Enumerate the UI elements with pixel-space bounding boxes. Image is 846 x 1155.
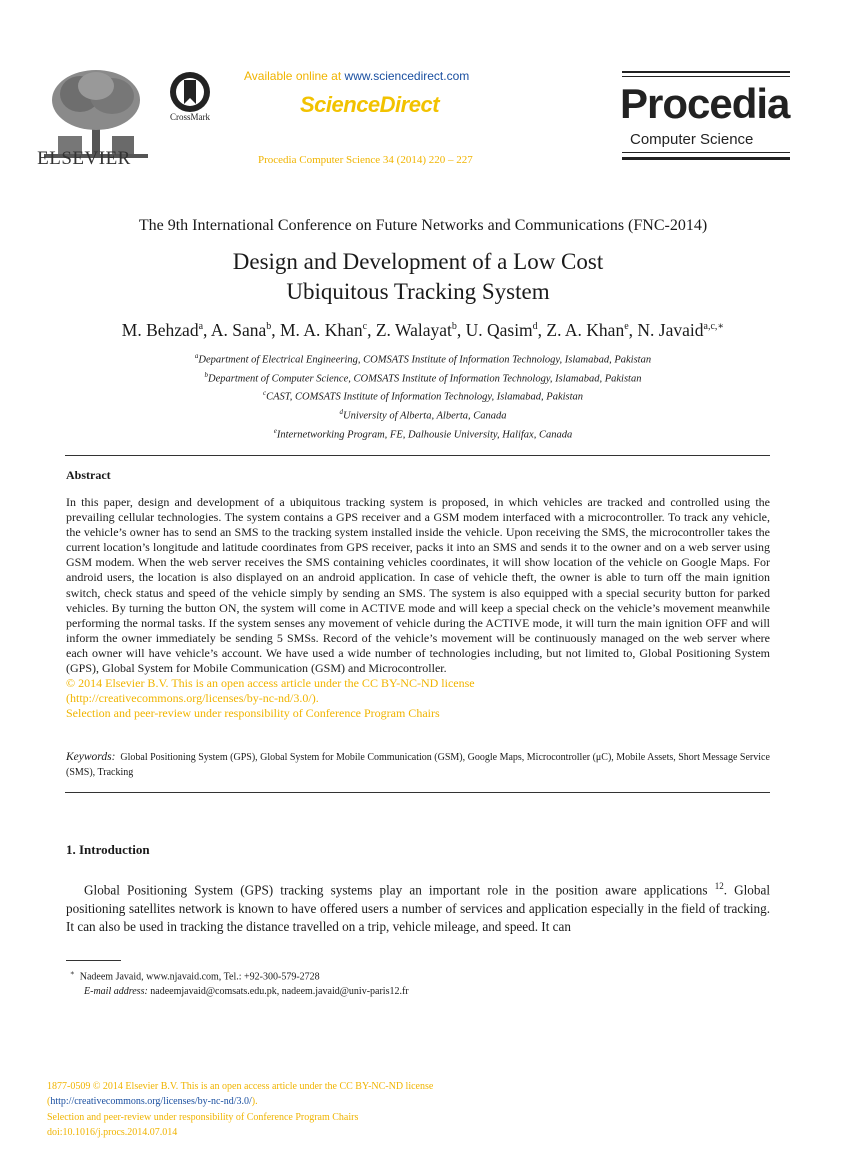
- title-line-2: Ubiquitous Tracking System: [286, 279, 550, 304]
- affiliation-mark: c: [262, 389, 267, 398]
- procedia-rule: [622, 76, 790, 77]
- abstract-heading: Abstract: [66, 468, 111, 482]
- intro-text: Global Positioning System (GPS) tracking systems play an important role in the position aware applications: [84, 882, 708, 898]
- author-separator: ,: [628, 320, 638, 340]
- affiliation-text: CAST, COMSATS Institute of Information Technology, Islamabad, Pakistan: [266, 391, 584, 403]
- footnote-contact: Nadeem Javaid, www.njavaid.com, Tel.: +92-300-579-2728: [79, 971, 320, 983]
- author-list: [0, 320, 846, 341]
- license-url[interactable]: http://creativecommons.org/licenses/by-nc-nd/3.0/: [50, 1096, 252, 1108]
- author-separator: ,: [203, 320, 211, 340]
- affiliation-mark: d: [339, 408, 343, 417]
- author-name: Z. Walayat: [375, 320, 452, 340]
- doi-line[interactable]: doi:10.1016/j.procs.2014.07.014: [47, 1126, 178, 1138]
- section-heading-introduction: 1. Introduction: [66, 842, 150, 857]
- author-affiliation-mark: e: [624, 321, 629, 333]
- sciencedirect-link[interactable]: www.sciencedirect.com: [344, 69, 470, 83]
- affiliation-line: [0, 386, 846, 405]
- abstract-text: In this paper, design and development of a ubiquitous tracking system is proposed, in which vehicles are tracked and controlled using the prevailing cellular technologies. The system contains a GPS receiver and a GSM modem interfaced with a microcontroller. To track any vehicle, the vehicle’s owner has to send an SMS to the tracking system installed inside the vehicle. Upon receiving the SMS, the microcontroller takes the current location’s longitude and latitude coordinates from GPS receiver, packs it into an SMS and sends it to the owner and on a web server using GSM modem. When the web server receives the SMS containing vehicles coordinates, it will show location of the vehicle on Google Maps. For android users, the location is also displayed on an android application. In case of vehicle theft, the owner is able to turn off the main ignition switch, check status and speed of the vehicle simply by sending an SMS. The system is also equipped with a special security button for parked vehicles. By turning the button ON, the system will come in ACTIVE mode and will keep a special check on the vehicle’s movement meanwhile performing the normal tasks. If the system senses any movement of vehicle during the ACTIVE mode, it will turn the main ignition OFF and will inform the owner immediately be sending 5 SMSs. Record of the vehicle’s movement will be continuously managed on the web server where each owner will have vehicle’s account. We have used a wide number of technologies including, but not limited to, Global Positioning System (GPS), Global System for Mobile Communication (GSM) and Microcontroller.: [66, 495, 770, 676]
- affiliation-mark: b: [204, 370, 208, 379]
- author-affiliation-mark: b: [266, 321, 272, 333]
- procedia-rule: [622, 71, 790, 73]
- affiliation-text: Department of Computer Science, COMSATS Institute of Information Technology, Islamabad, Pakistan: [208, 373, 642, 385]
- footnote-rule: [66, 960, 121, 961]
- author-separator: ,: [537, 320, 547, 340]
- sciencedirect-logo: ScienceDirect: [300, 92, 440, 117]
- corresponding-author-footnote: [70, 966, 409, 999]
- available-online-line: Available online at www.sciencedirect.com: [244, 69, 470, 83]
- keywords-list: Global Positioning System (GPS), Global System for Mobile Communication (GSM), Google Maps, Microcontroller (μC), Mobile Assets, Short Message Service (SMS), Tracking: [66, 752, 770, 778]
- author-affiliation-mark: d: [532, 321, 538, 333]
- elsevier-wordmark: ELSEVIER: [37, 148, 131, 169]
- affiliation-line: [0, 349, 846, 368]
- peer-review-line: Selection and peer-review under responsibility of Conference Program Chairs: [47, 1111, 359, 1123]
- author-name: M. Behzad: [121, 320, 199, 340]
- affiliation-text: Internetworking Program, FE, Dalhousie University, Halifax, Canada: [276, 429, 573, 441]
- abstract-body: [66, 495, 770, 721]
- crossmark-label: CrossMark: [170, 112, 210, 122]
- procedia-title: Procedia: [620, 80, 790, 127]
- issn-license-line: 1877-0509 © 2014 Elsevier B.V. This is an open access article under the CC BY-NC-ND license: [47, 1081, 434, 1092]
- affiliation-mark: e: [273, 426, 277, 435]
- license-line-3: Selection and peer-review under responsibility of Conference Program Chairs: [66, 706, 440, 721]
- author-affiliation-mark: a: [198, 321, 204, 333]
- author-name: M. A. Khan: [279, 320, 363, 340]
- keywords-label: Keywords:: [66, 751, 116, 763]
- conference-name: The 9th International Conference on Future Networks and Communications (FNC-2014): [138, 217, 708, 234]
- author-affiliation-mark: a,c,∗: [703, 321, 725, 333]
- affiliation-text: Department of Electrical Engineering, COMSATS Institute of Information Technology, Islamabad, Pakistan: [198, 354, 652, 366]
- citation-ref[interactable]: 12: [714, 881, 724, 891]
- affiliation-list: [0, 349, 846, 443]
- affiliation-text: University of Alberta, Alberta, Canada: [342, 410, 507, 422]
- introduction-paragraph: [66, 877, 770, 937]
- author-separator: ,: [367, 320, 376, 340]
- paren-close: ).: [251, 1096, 258, 1108]
- email-label: E-mail address:: [84, 986, 148, 998]
- author-separator: ,: [271, 320, 280, 340]
- abstract-top-rule: [65, 455, 770, 456]
- paper-title: [0, 247, 836, 307]
- affiliation-line: [0, 368, 846, 387]
- journal-citation: Procedia Computer Science 34 (2014) 220 – 227: [258, 154, 473, 166]
- abstract-bottom-rule: [65, 792, 770, 793]
- license-line-2[interactable]: (http://creativecommons.org/licenses/by-nc-nd/3.0/).: [66, 691, 319, 706]
- author-affiliation-mark: b: [451, 321, 457, 333]
- license-line-1: © 2014 Elsevier B.V. This is an open access article under the CC BY-NC-ND license: [66, 676, 475, 691]
- title-line-1: Design and Development of a Low Cost: [232, 249, 604, 274]
- author-name: U. Qasim: [465, 320, 533, 340]
- author-name: Z. A. Khan: [546, 320, 625, 340]
- author-name: A. Sana: [210, 320, 267, 340]
- bottom-license-block: [47, 1079, 433, 1140]
- crossmark-icon[interactable]: [168, 70, 212, 114]
- procedia-rule: [622, 157, 790, 160]
- procedia-rule: [622, 152, 790, 153]
- paren-open: (: [47, 1096, 51, 1108]
- author-separator: ,: [456, 320, 466, 340]
- email-addresses: nadeemjavaid@comsats.edu.pk, nadeem.javaid@univ-paris12.fr: [150, 986, 409, 998]
- affiliation-line: [0, 405, 846, 424]
- author-name: N. Javaid: [637, 320, 704, 340]
- author-affiliation-mark: c: [362, 321, 368, 333]
- affiliation-line: [0, 424, 846, 443]
- affiliation-mark: a: [194, 352, 199, 360]
- intro-text-cont: . Global positioning satellites network is known to have offered users a number of services and application especially in the field of tracking. It can also be used in tracking the distance travelled on a trip, vehicle mileage, and speed. It can: [66, 882, 771, 935]
- footnote-marker: ∗: [70, 969, 75, 977]
- procedia-subtitle: Computer Science: [630, 131, 754, 148]
- keywords: [66, 750, 770, 780]
